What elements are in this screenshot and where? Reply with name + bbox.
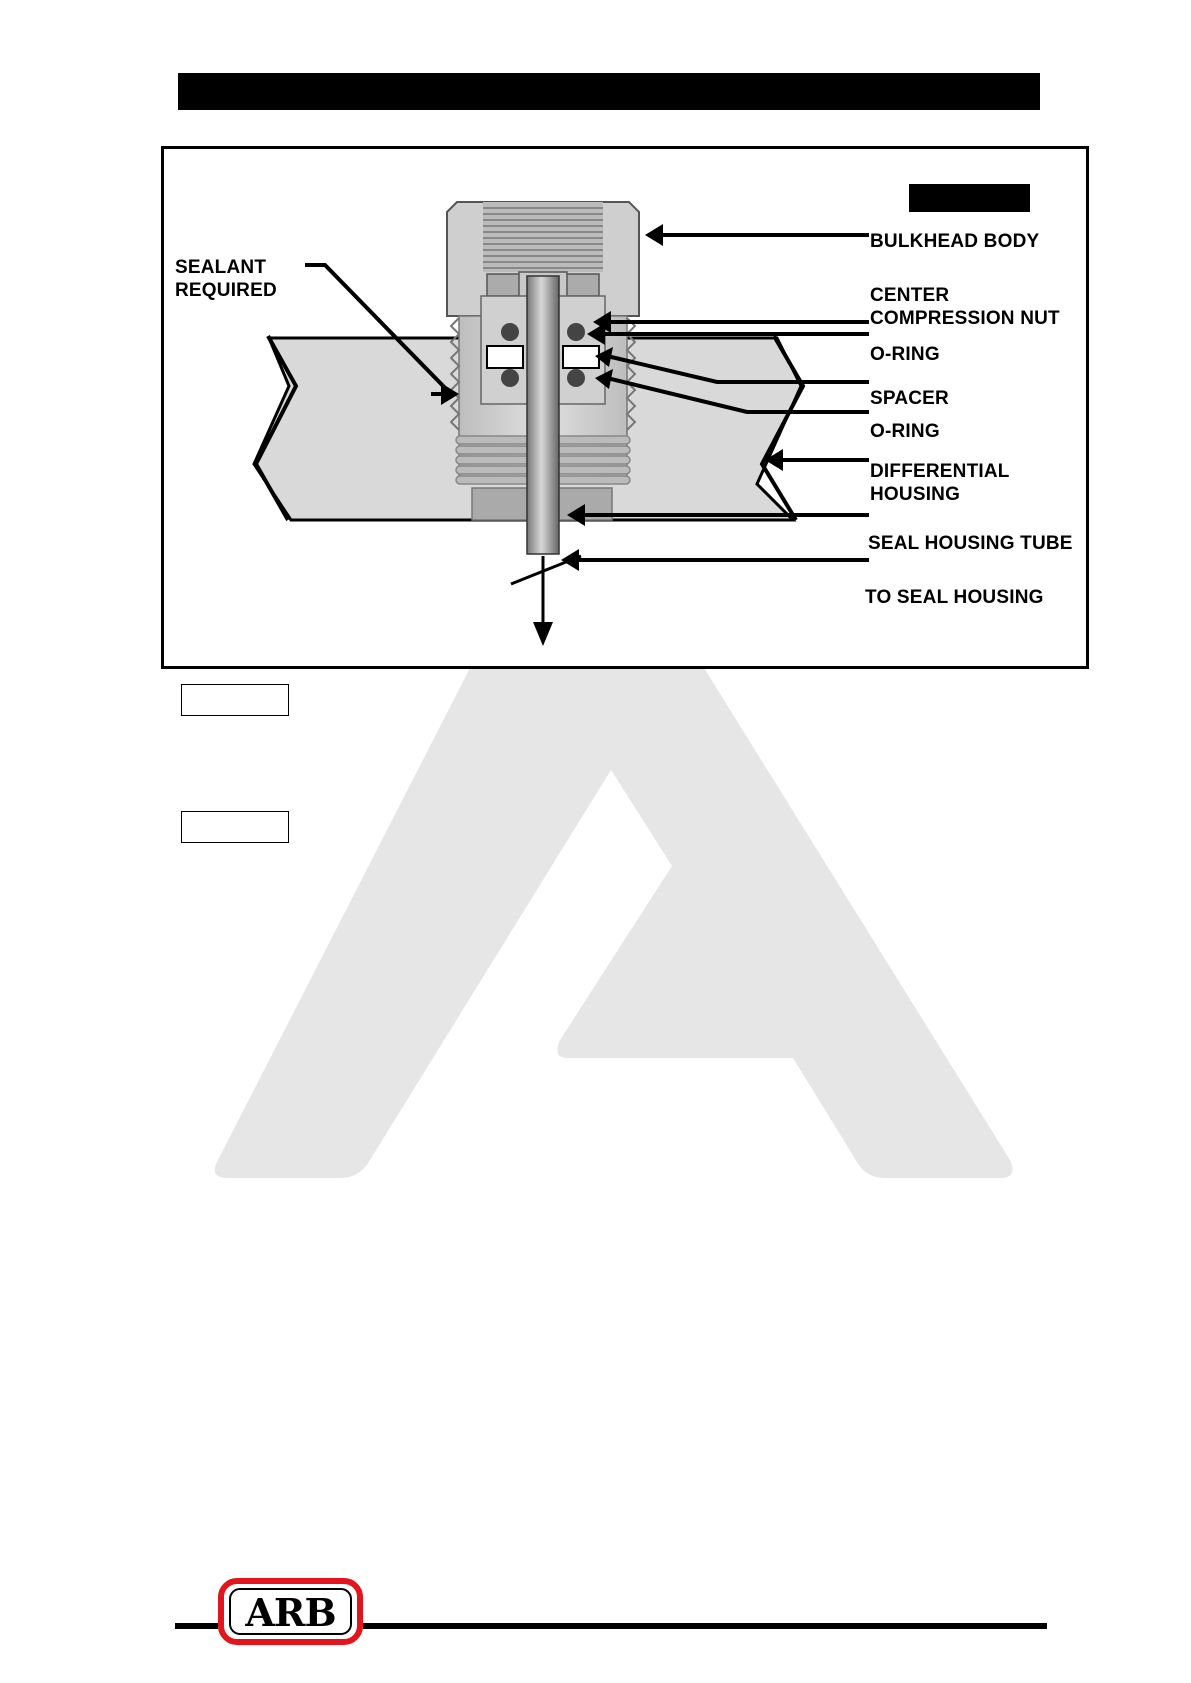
- seal-housing-tube: [527, 276, 559, 554]
- note-box-2: [181, 811, 289, 843]
- label-to-seal-housing: TO SEAL HOUSING: [865, 587, 1044, 608]
- label-spacer: SPACER: [870, 388, 949, 409]
- arb-logo: [218, 1578, 363, 1645]
- note-box-1: [181, 684, 289, 716]
- o-ring-upper-right: [567, 323, 585, 341]
- label-diff-line2: HOUSING: [870, 484, 961, 505]
- spacer-right: [563, 346, 599, 368]
- label-o-ring-2: O-RING: [870, 421, 940, 442]
- label-sealant-line2: REQUIRED: [175, 280, 277, 301]
- label-center-compression-nut: [870, 284, 1060, 330]
- o-ring-lower-right: [567, 369, 585, 387]
- arb-logo-text: ARB: [245, 1590, 336, 1635]
- label-bulkhead-body: BULKHEAD BODY: [870, 231, 1040, 252]
- label-diff-line1: DIFFERENTIAL: [870, 461, 1010, 482]
- label-sealant: [175, 256, 277, 302]
- down-arrow: [533, 622, 553, 646]
- label-differential-housing: [870, 460, 1010, 506]
- label-center-line2: COMPRESSION NUT: [870, 308, 1060, 329]
- spacer-left: [487, 346, 523, 368]
- figure-tag: [909, 184, 1030, 212]
- label-o-ring-1: O-RING: [870, 344, 940, 365]
- label-sealant-line1: SEALANT: [175, 257, 267, 278]
- watermark-a-shape: [215, 668, 1013, 1178]
- label-seal-housing-tube: SEAL HOUSING TUBE: [868, 533, 1073, 554]
- o-ring-upper-left: [501, 323, 519, 341]
- label-center-line1: CENTER: [870, 285, 950, 306]
- header-bar: [178, 73, 1040, 110]
- o-ring-lower-left: [501, 369, 519, 387]
